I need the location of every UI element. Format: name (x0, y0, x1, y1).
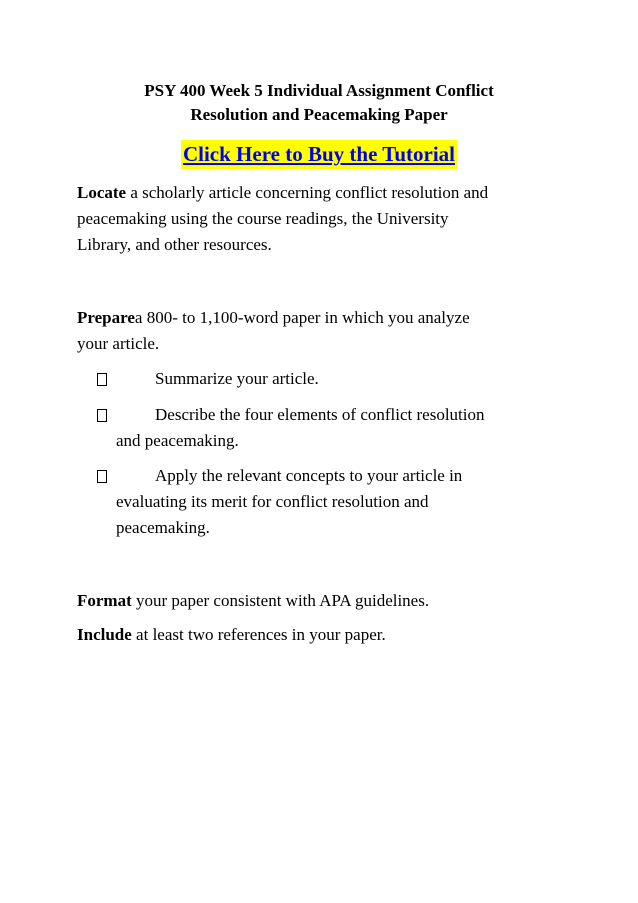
bullet-1-line-1: Summarize your article. (155, 369, 319, 388)
locate-text-1: a scholarly article concerning conflict resolution and (126, 183, 489, 202)
bullet-2-line-2: and peacemaking. (116, 431, 239, 450)
prepare-keyword: Prepare (77, 308, 135, 327)
format-line (77, 588, 429, 614)
page-title-line-2: Resolution and Peacemaking Paper (190, 105, 448, 124)
bullet-box-icon (97, 373, 107, 386)
page-title-line-1: PSY 400 Week 5 Individual Assignment Conflict (144, 81, 494, 100)
bullet-2-line-1: Describe the four elements of conflict resolution (155, 405, 485, 424)
locate-line-1 (77, 180, 488, 206)
prepare-text-2: your article. (77, 334, 160, 353)
bullet-box-icon (97, 409, 107, 422)
buy-tutorial-link[interactable]: Click Here to Buy the Tutorial (181, 140, 457, 169)
bullet-box-icon (97, 470, 107, 483)
locate-text-2: peacemaking using the course readings, the University (77, 209, 449, 228)
locate-text-3: Library, and other resources. (77, 235, 272, 254)
include-text: at least two references in your paper. (131, 625, 386, 644)
include-line (77, 622, 386, 648)
locate-keyword: Locate (77, 183, 127, 202)
prepare-line-1 (77, 305, 470, 331)
bullet-3-line-1: Apply the relevant concepts to your article in (155, 466, 463, 485)
format-keyword: Format (77, 591, 132, 610)
bullet-3-line-2: evaluating its merit for conflict resolution and (116, 492, 429, 511)
prepare-text-1: a 800- to 1,100-word paper in which you analyze (134, 308, 470, 327)
tutorial-link-container (0, 140, 638, 169)
include-keyword: Include (77, 625, 132, 644)
format-text: your paper consistent with APA guidelines. (131, 591, 430, 610)
bullet-3-line-3: peacemaking. (116, 518, 210, 537)
